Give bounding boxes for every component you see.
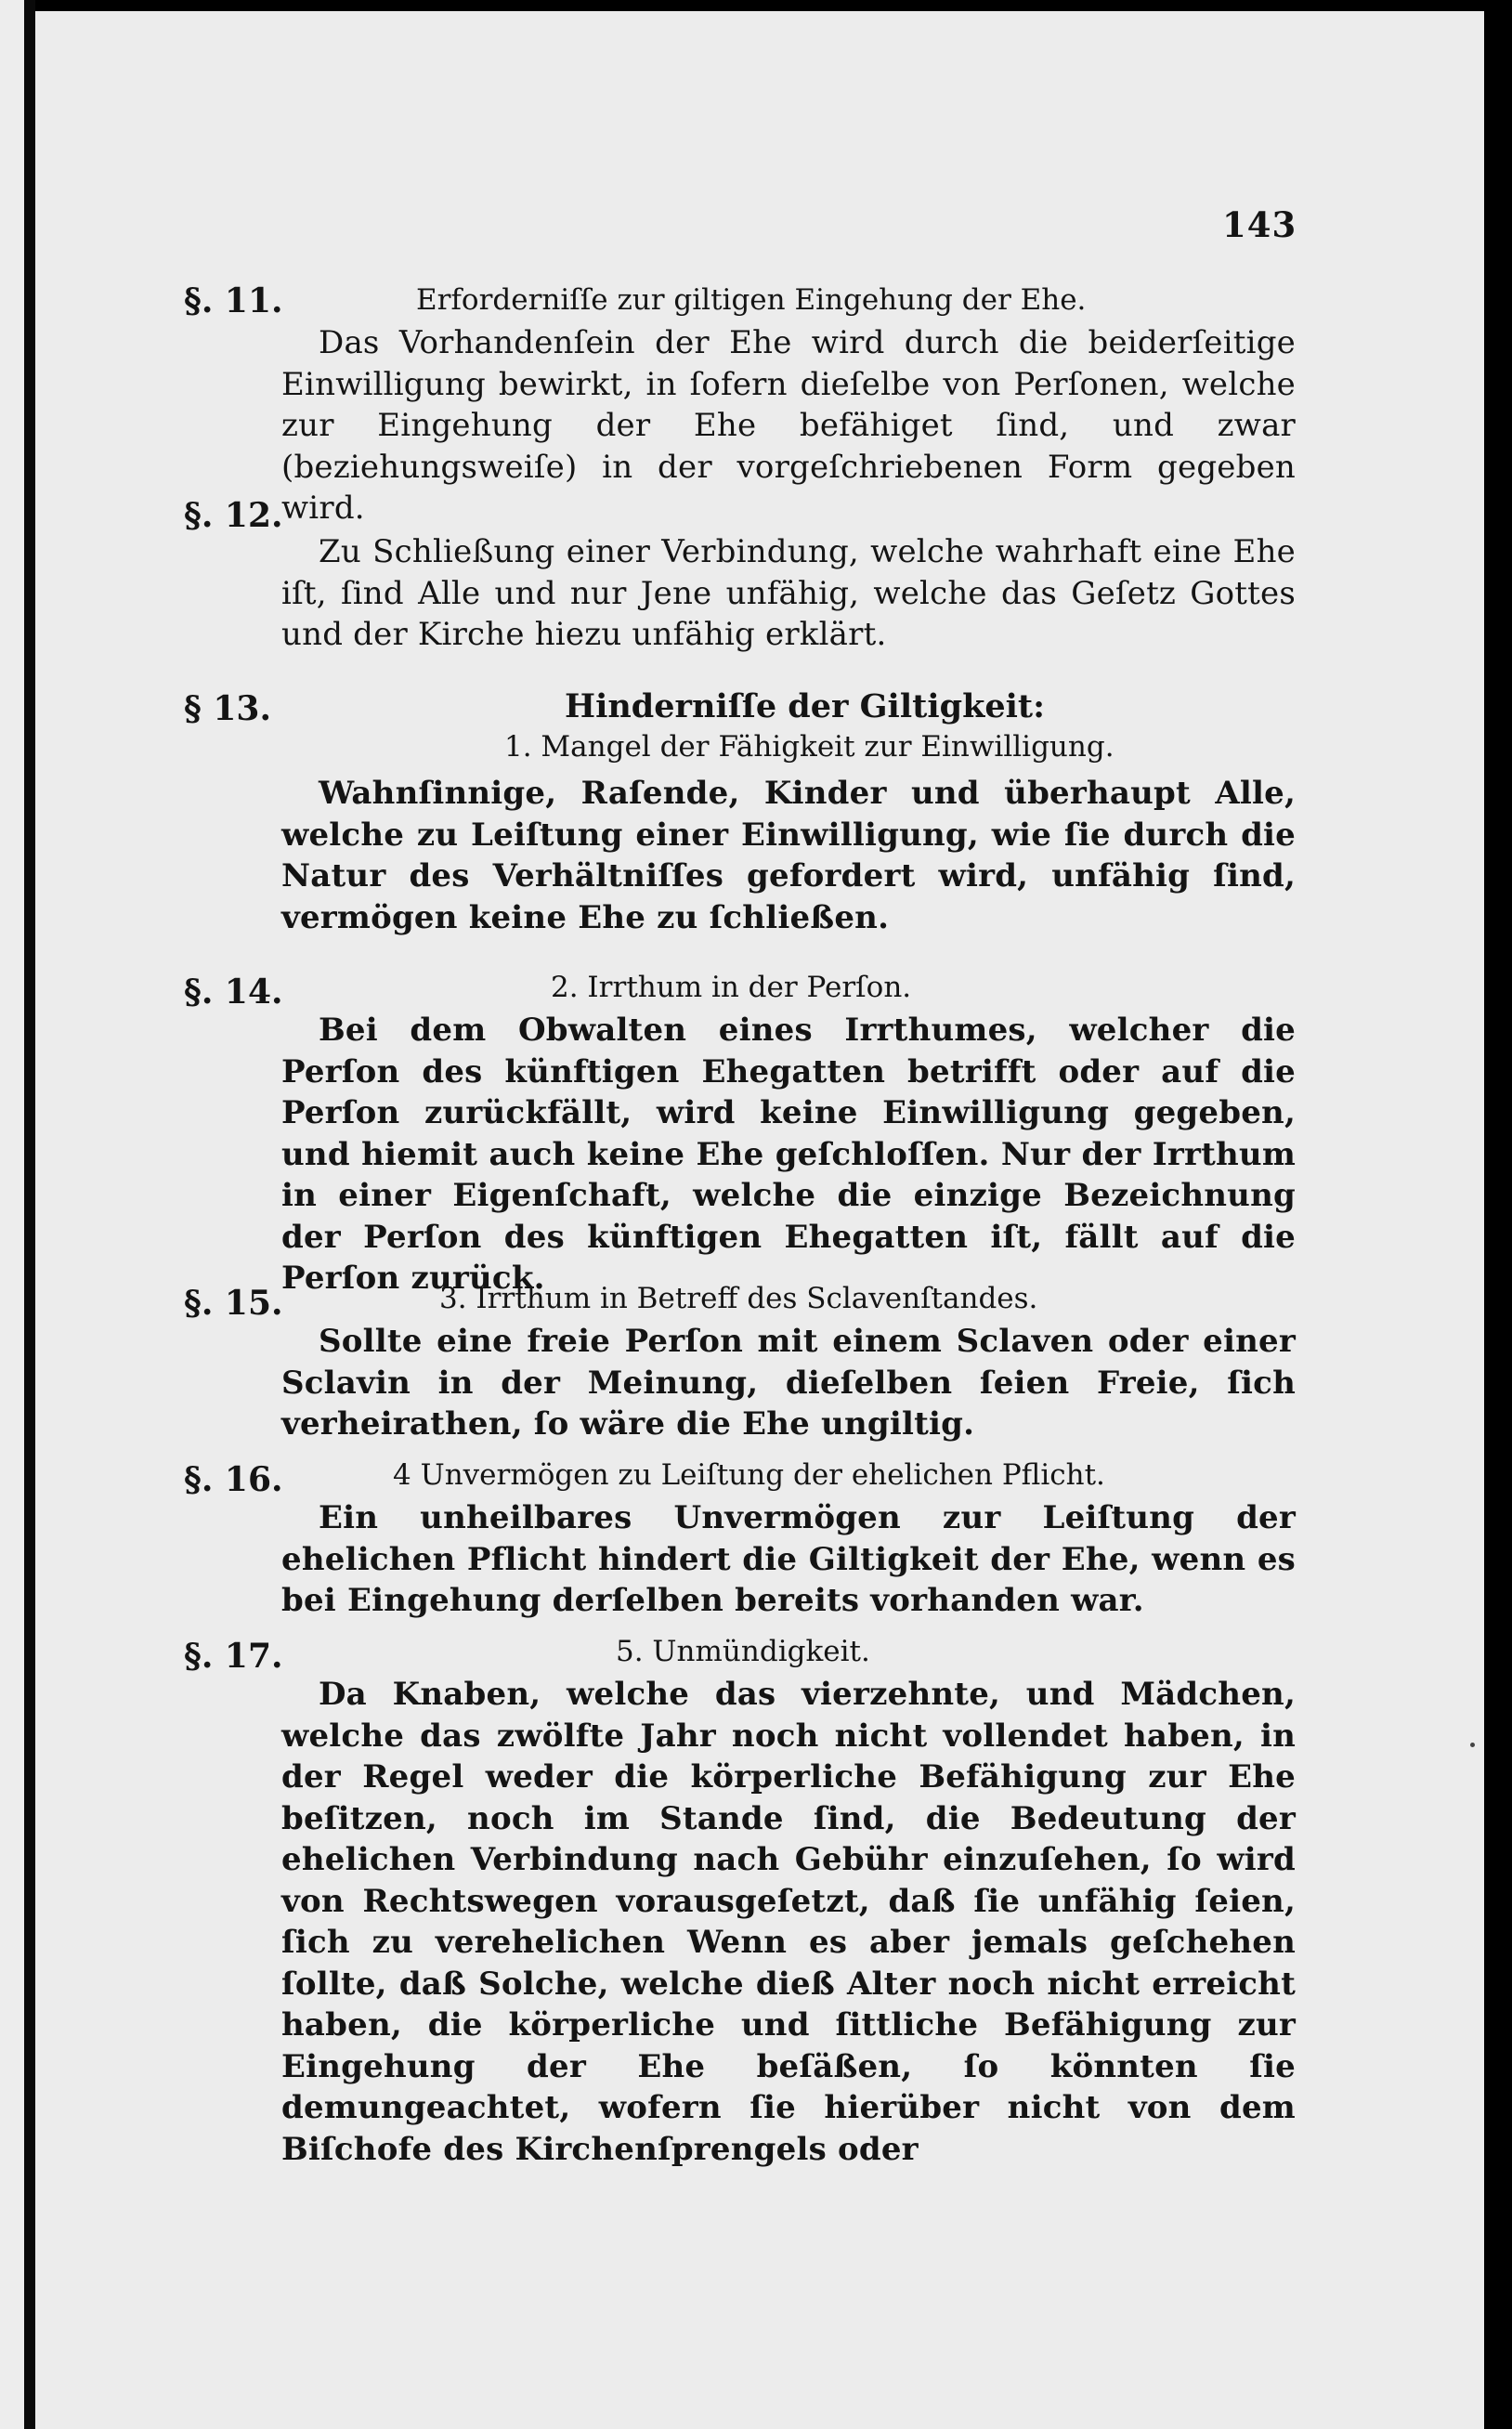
section-body: Bei dem Obwalten eines Irrthumes, welcher die Perſon des künftigen Ehegatten betrifft oder auf die Perſon zurückfällt, wird keine Einwilligung gegeben, und hiemit auch keine Ehe geſchloſſen. Nur der Irrthum in einer Eigenſchaft, welche die einzige Bezeichnung der Perſon des künftigen Ehegatten iſt, fällt auf die Perſon zurück.: [281, 1012, 1296, 1297]
section-heading: 3. Irrthum in Betreff des Sclavenſtandes.: [439, 1282, 1038, 1315]
section-body: Ein unheilbares Unvermögen zur Leiſtung der ehelichen Pflicht hindert die Giltigkeit der Ehe, wenn es bei Eingehung derſelben bereits vorhanden war.: [281, 1499, 1296, 1619]
section-body: Da Knaben, welche das vierzehnte, und Mädchen, welche das zwölfte Jahr noch nicht vollendet haben, in der Regel weder die körperliche Befähigung zur Ehe beſitzen, noch im Stande ſind, die Bedeutung der ehelichen Verbindung nach Gebühr einzuſehen, ſo wird von Rechtswegen vorausgeſetzt, daß ſie unfähig ſeien, ſich zu verehelichen Wenn es aber jemals geſchehen ſollte, daß Solche, welche dieß Alter noch nicht erreicht haben, die körperliche und ſittliche Befähigung zur Eingehung der Ehe beſäßen, ſo könnten ſie demungeachtet, wofern ſie hierüber nicht von dem Biſchofe des Kirchenſprengels oder: [281, 1676, 1296, 2168]
section-number: §. 16.: [184, 1460, 283, 1499]
section-number: §. 17.: [184, 1637, 283, 1676]
margin-speck: [1470, 1743, 1475, 1747]
section-number: §. 11.: [184, 281, 283, 320]
page-gutter-shadow: [24, 0, 35, 2429]
section-heading: 1. Mangel der Fähigkeit zur Einwilligung.: [504, 730, 1114, 764]
section-heading: 5. Unmündigkeit.: [616, 1635, 870, 1668]
section-body: Das Vorhandenſein der Ehe wird durch die beiderſeitige Einwilligung bewirkt, in ſofern dieſelbe von Perſonen, welche zur Eingehung der Ehe befähiget ſind, und zwar (beziehungsweiſe) in der vorgeſchriebenen Form gegeben wird.: [281, 324, 1296, 527]
document-page: [35, 11, 1484, 2429]
section-heading: Erforderniſſe zur giltigen Eingehung der Ehe.: [416, 283, 1087, 317]
section-body: Wahnſinnige, Raſende, Kinder und überhaupt Alle, welche zu Leiſtung einer Einwilligung, wie ſie durch die Natur des Verhältniſſes gefordert wird, unfähig ſind, vermögen keine Ehe zu ſchließen.: [281, 775, 1296, 936]
section-number: § 13.: [184, 689, 271, 728]
section-body: Zu Schließung einer Verbindung, welche wahrhaft eine Ehe iſt, ſind Alle und nur Jene unfähig, welche das Geſetz Gottes und der Kirche hiezu unfähig erklärt.: [281, 533, 1296, 653]
section-number: §. 12.: [184, 496, 283, 535]
section-main-heading: Hinderniſſe der Giltigkeit:: [565, 687, 1045, 725]
page-number: 143: [1222, 204, 1297, 245]
section-number: §. 15.: [184, 1284, 283, 1323]
section-body: Sollte eine freie Perſon mit einem Sclaven oder einer Sclavin in der Meinung, dieſelben ſeien Freie, ſich verheirathen, ſo wäre die Ehe ungiltig.: [281, 1323, 1296, 1443]
section-heading: 4 Unvermögen zu Leiſtung der ehelichen Pflicht.: [393, 1458, 1105, 1492]
section-heading: 2. Irrthum in der Perſon.: [551, 971, 912, 1004]
section-number: §. 14.: [184, 973, 283, 1012]
